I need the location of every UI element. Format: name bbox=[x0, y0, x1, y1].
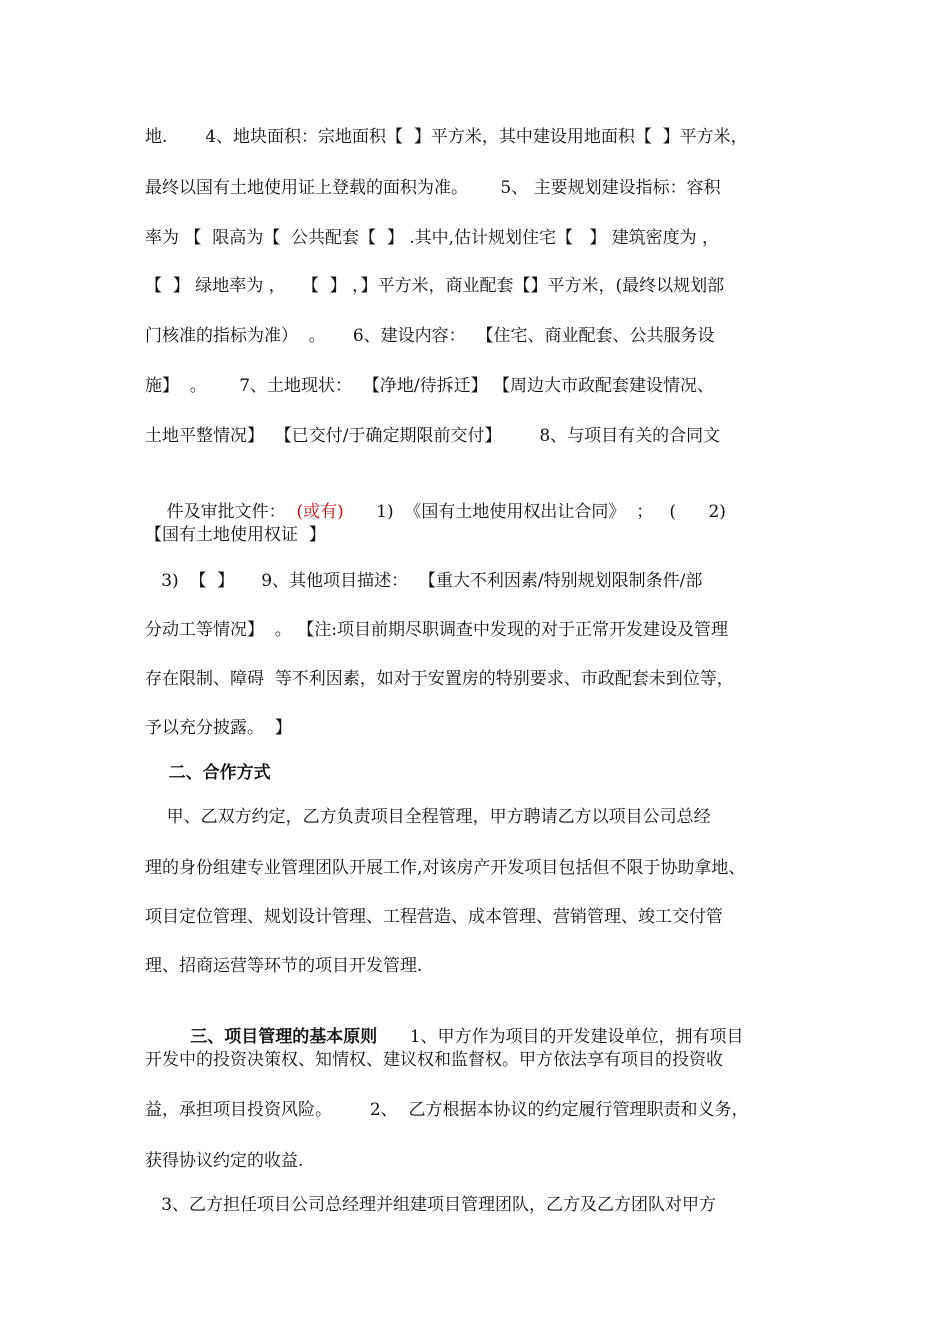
text-line-20: 开发中的投资决策权、知情权、建议权和监督权。甲方依法享有项目的投资收 bbox=[145, 1050, 723, 1070]
text-line-22: 获得协议约定的收益. bbox=[145, 1151, 304, 1171]
text-line-3: 率为 【 限高为【 公共配套【 】 .其中,估计规划住宅【 】 建筑密度为 ， bbox=[145, 228, 720, 248]
highlighted-optional-note: (或有) bbox=[296, 502, 344, 522]
text-line-16: 理的身份组建专业管理团队开展工作,对该房产开发项目包括但不限于协助拿地、 bbox=[145, 858, 746, 878]
text-line-8 bbox=[145, 473, 825, 522]
text-line-17: 项目定位管理、规划设计管理、工程营造、成本管理、营销管理、竣工交付管 bbox=[145, 907, 723, 927]
text-line-6: 施】 。 7、土地现状： 【净地/待拆迁】 【周边大市政配套建设情况、 bbox=[145, 376, 714, 396]
text-line-23: 3、乙方担任项目公司总经理并组建项目管理团队，乙方及乙方团队对甲方 bbox=[145, 1195, 717, 1215]
text-line-9: 【国有土地使用权证 】 bbox=[145, 525, 326, 545]
text-line-10: 3) 【 】 9、其他项目描述： 【重大不利因素/特别规划限制条件/部 bbox=[145, 571, 703, 591]
text-line-4: 【 】 绿地率为 ， 【 】 ，】平方米，商业配套【】平方米，(最终以规划部 bbox=[145, 276, 725, 296]
text-line-2: 最终以国有土地使用证上登载的面积为准。 5、 主要规划建设指标：容积 bbox=[145, 178, 721, 198]
text-line-11: 分动工等情况】 。 【注:项目前期尽职调查中发现的对于正常开发建设及管理 bbox=[145, 620, 728, 640]
text-line-7: 土地平整情况】 【已交付/于确定期限前交付】 8、与项目有关的合同文 bbox=[145, 426, 721, 446]
text-line-5: 门核准的指标为准） 。 6、建设内容： 【住宅、商业配套、公共服务设 bbox=[145, 326, 715, 346]
section-heading-principles: 三、项目管理的基本原则 bbox=[166, 1027, 378, 1047]
text-segment: 件及审批文件： bbox=[166, 502, 297, 522]
text-line-1: 地. 4、地块面积：宗地面积【 】平方米，其中建设用地面积【 】平方米， bbox=[145, 127, 748, 147]
text-line-13: 予以充分披露。 】 bbox=[145, 718, 292, 738]
text-line-12: 存在限制、障碍 等不利因素，如对于安置房的特别要求、市政配套未到位等， bbox=[145, 669, 734, 689]
text-line-18: 理、招商运营等环节的项目开发管理. bbox=[145, 956, 423, 976]
text-segment: 1) 《国有土地使用权出让合同》 ； ( 2) bbox=[343, 502, 726, 522]
text-line-19 bbox=[145, 998, 825, 1047]
section-heading-cooperation: 二、合作方式 bbox=[145, 763, 271, 783]
text-segment: 1、甲方作为项目的开发建设单位，拥有项目 bbox=[377, 1027, 744, 1047]
text-line-15: 甲、乙双方约定，乙方负责项目全程管理，甲方聘请乙方以项目公司总经 bbox=[145, 807, 711, 827]
text-line-21: 益，承担项目投资风险。 2、 乙方根据本协议的约定履行管理职责和义务， bbox=[145, 1100, 749, 1120]
